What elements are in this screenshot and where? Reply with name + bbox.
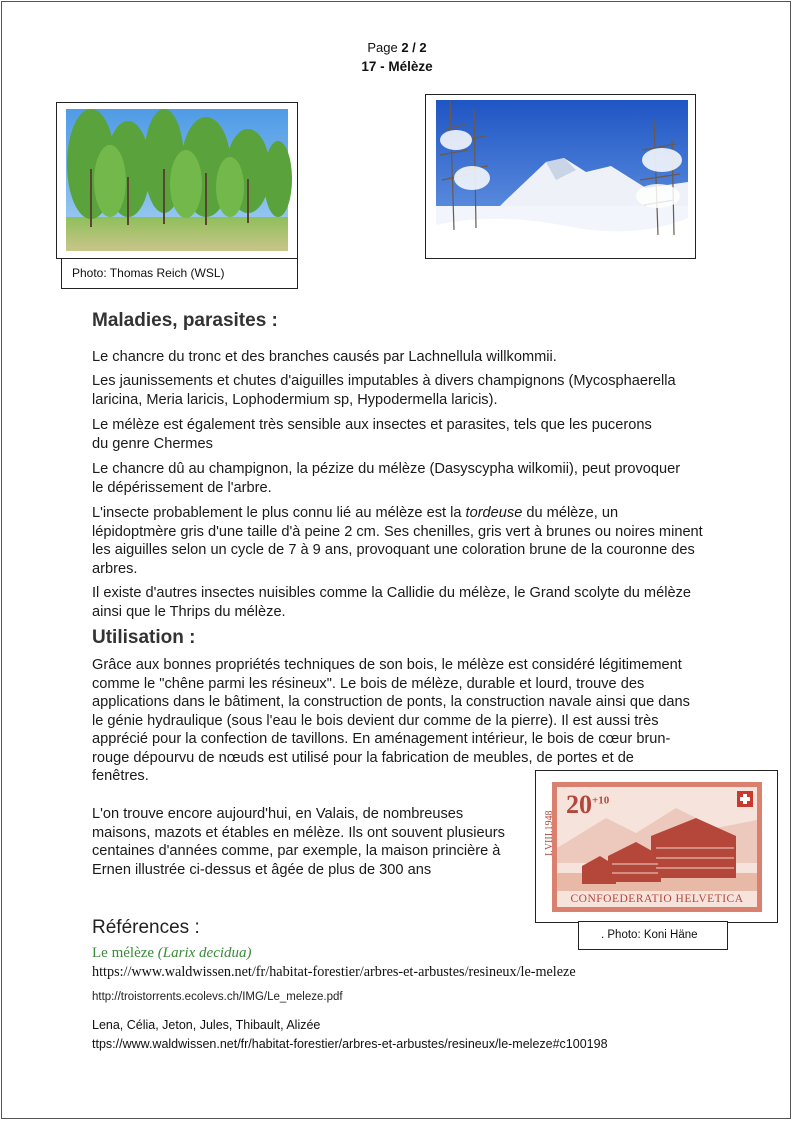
reference-authors: Lena, Célia, Jeton, Jules, Thibault, Alizée — [92, 1018, 321, 1032]
photo-frame-winter — [425, 94, 696, 259]
reference-url-3[interactable]: ttps://www.waldwissen.net/fr/habitat-forestier/arbres-et-arbustes/resineux/le-meleze#c100198 — [92, 1037, 608, 1051]
maladies-paragraph-3: Le mélèze est également très sensible aux insectes et parasites, tels que les pucerons du genre Chermes — [92, 417, 652, 452]
caption-box-stamp — [578, 921, 728, 950]
page-number: 2 / 2 — [401, 40, 427, 55]
insect-text-after: du mélèze, un lépidoptmère gris d'une taille d'à peine 2 cm. Ses chenilles, gris vert à brunes ou noires minent les aiguilles selon un cycle de 7 à 9 ans, provoquant une coloration brune de la couronne des arbres. — [92, 505, 703, 577]
other-insects-paragraph: Il existe d'autres insectes nuisibles comme la Callidie du mélèze, le Grand scolyte du mélèze ainsi que le Thrips du mélèze. — [92, 585, 691, 620]
reference-url-1[interactable]: https://www.waldwissen.net/fr/habitat-forestier/arbres-et-arbustes/resineux/le-meleze — [92, 964, 576, 980]
page-title: 17 - Mélèze — [361, 59, 433, 74]
utilisation-paragraph: Grâce aux bonnes propriétés techniques de son bois, le mélèze est considéré légitimement comme le "chêne parmi les résineux". Le bois de mélèze, durable et lourd, trouve des applications dans le bâtiment, la construction de ponts, la construction navale ainsi que dans le génie hydraulique (sous l'eau le bois devient dur comme de la pierre). Il est aussi très apprécié pour la confection de tavillons. En aménagement intérieur, le bois de cœur brun-rouge dépourvu de nœuds est utilisé pour la fabrication de meubles, de portes et de fenêtres. — [92, 657, 690, 784]
maladies-paragraph-4: Le chancre dû au champignon, la pézize du mélèze (Dasyscypha wilkomii), peut provoquer le dépérissement de l'arbre. — [92, 461, 681, 496]
references-title: Références : — [92, 917, 200, 938]
stamp-value: 20 — [566, 790, 592, 819]
stamp-frame — [535, 770, 778, 923]
insect-paragraph — [92, 504, 704, 578]
section-title-maladies: Maladies, parasites : — [92, 310, 278, 331]
insect-text-before: L'insecte probablement le plus connu lié au mélèze est la — [92, 505, 466, 521]
maladies-paragraph-2: Les jaunissements et chutes d'aiguilles imputables à divers champignons (Mycosphaerella laricina, Meria laricis, Lophodermium sp, Hypodermella laricis). — [92, 373, 676, 408]
forest-photo — [66, 109, 288, 251]
reference-url-2[interactable]: http://troistorrents.ecolevs.ch/IMG/Le_meleze.pdf — [92, 991, 343, 1003]
reference-link-latin: (Larix decidua) — [157, 945, 252, 961]
reference-link-title[interactable] — [92, 945, 252, 962]
winter-photo — [436, 100, 688, 252]
photo-caption: Photo: Thomas Reich (WSL) — [72, 266, 225, 280]
photo-frame-forest — [56, 102, 298, 259]
reference-link-name: Le mélèze — [92, 945, 158, 961]
maladies-paragraph-1: Le chancre du tronc et des branches causés par Lachnellula willkommii. — [92, 349, 557, 365]
stamp-date: I.VIII.1948 — [544, 810, 555, 856]
page-prefix: Page — [367, 40, 398, 55]
caption-box-forest — [61, 258, 298, 289]
stamp-image — [546, 778, 768, 916]
insect-text-emphasis: tordeuse — [465, 505, 523, 521]
stamp-inscription: CONFOEDERATIO HELVETICA — [570, 893, 744, 905]
section-title-utilisation: Utilisation : — [92, 627, 196, 648]
valais-paragraph: L'on trouve encore aujourd'hui, en Valais, de nombreuses maisons, mazots et étables en mélèze. Ils ont souvent plusieurs centaines d'années comme, par exemple, la maison princière à Ernen illustrée ci-dessus et âgée de plus de 300 ans — [92, 806, 505, 878]
stamp-caption: . Photo: Koni Häne — [601, 929, 698, 941]
stamp-surcharge: +10 — [592, 794, 610, 807]
page-indicator — [0, 40, 794, 55]
